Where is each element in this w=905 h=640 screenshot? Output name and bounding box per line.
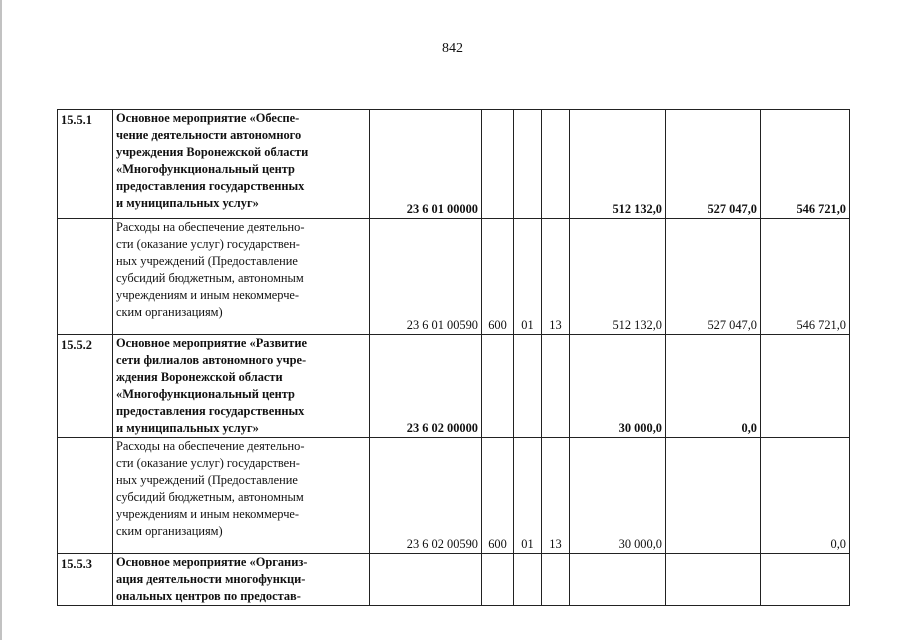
target-code-cell: 23 6 01 00590: [370, 219, 482, 335]
page-number: 842: [442, 41, 463, 56]
item-name-line: учреждениям и иным некоммерче-: [116, 507, 300, 521]
item-name-line: «Многофункциональный центр: [116, 387, 295, 401]
amount-year-3-cell: 546 721,0: [761, 219, 850, 335]
amount-year-1-cell: 512 132,0: [570, 219, 666, 335]
amount-year-2-cell: 527 047,0: [666, 219, 761, 335]
item-number-cell: [58, 438, 113, 554]
subsection-cell: 13: [542, 438, 570, 554]
target-code-cell: 23 6 01 00000: [370, 110, 482, 219]
item-name-line: ским организациям): [116, 524, 223, 538]
item-name-line: Основное мероприятие «Организ-: [116, 555, 308, 569]
section-cell: 01: [514, 438, 542, 554]
amount-year-2-cell: 0,0: [666, 335, 761, 438]
item-name-line: учреждениям и иным некоммерче-: [116, 288, 300, 302]
scan-edge: [0, 0, 2, 640]
table-body: [58, 110, 850, 606]
item-name-cell: [113, 554, 370, 606]
item-name-line: и муниципальных услуг»: [116, 196, 259, 210]
table-row: [58, 110, 850, 219]
subsection-cell: [542, 335, 570, 438]
section-cell: [514, 110, 542, 219]
amount-year-1-cell: 512 132,0: [570, 110, 666, 219]
budget-table: [57, 109, 850, 606]
item-name-line: ональных центров по предостав-: [116, 589, 301, 603]
item-name-line: Расходы на обеспечение деятельно-: [116, 220, 305, 234]
item-name-line: ных учреждений (Предоставление: [116, 473, 298, 487]
item-name-line: ским организациям): [116, 305, 223, 319]
item-number-cell: 15.5.2: [58, 335, 113, 438]
item-number-cell: [58, 219, 113, 335]
subsection-cell: [542, 554, 570, 606]
item-name-line: сти (оказание услуг) государствен-: [116, 456, 300, 470]
item-name-line: чение деятельности автономного: [116, 128, 302, 142]
item-name-line: субсидий бюджетным, автономным: [116, 271, 304, 285]
item-name-line: сети филиалов автономного учре-: [116, 353, 307, 367]
subsection-cell: 13: [542, 219, 570, 335]
subsection-cell: [542, 110, 570, 219]
item-name-line: сти (оказание услуг) государствен-: [116, 237, 300, 251]
item-name-line: и муниципальных услуг»: [116, 421, 259, 435]
item-name-cell: [113, 219, 370, 335]
item-name-line: ждения Воронежской области: [116, 370, 283, 384]
target-code-cell: [370, 554, 482, 606]
item-name-line: ных учреждений (Предоставление: [116, 254, 298, 268]
item-number-cell: 15.5.1: [58, 110, 113, 219]
target-code-cell: 23 6 02 00590: [370, 438, 482, 554]
expense-type-cell: [482, 335, 514, 438]
section-cell: [514, 554, 542, 606]
item-name-line: «Многофункциональный центр: [116, 162, 295, 176]
item-name-line: предоставления государственных: [116, 404, 305, 418]
table-row: [58, 438, 850, 554]
item-name-cell: [113, 438, 370, 554]
target-code-cell: 23 6 02 00000: [370, 335, 482, 438]
table-row: [58, 219, 850, 335]
amount-year-1-cell: 30 000,0: [570, 335, 666, 438]
expense-type-cell: 600: [482, 438, 514, 554]
expense-type-cell: [482, 554, 514, 606]
amount-year-2-cell: [666, 554, 761, 606]
item-name-line: Расходы на обеспечение деятельно-: [116, 439, 305, 453]
expense-type-cell: 600: [482, 219, 514, 335]
item-name-line: предоставления государственных: [116, 179, 305, 193]
item-name-line: учреждения Воронежской области: [116, 145, 309, 159]
amount-year-1-cell: 30 000,0: [570, 438, 666, 554]
expense-type-cell: [482, 110, 514, 219]
amount-year-3-cell: 0,0: [761, 438, 850, 554]
section-cell: 01: [514, 219, 542, 335]
item-number-cell: 15.5.3: [58, 554, 113, 606]
item-name-cell: [113, 110, 370, 219]
section-cell: [514, 335, 542, 438]
item-name-line: ация деятельности многофункци-: [116, 572, 306, 586]
table-row: [58, 554, 850, 606]
amount-year-2-cell: [666, 438, 761, 554]
amount-year-3-cell: 546 721,0: [761, 110, 850, 219]
item-name-cell: [113, 335, 370, 438]
item-name-line: субсидий бюджетным, автономным: [116, 490, 304, 504]
amount-year-3-cell: [761, 335, 850, 438]
item-name-line: Основное мероприятие «Развитие: [116, 336, 308, 350]
amount-year-3-cell: [761, 554, 850, 606]
amount-year-1-cell: [570, 554, 666, 606]
table-row: [58, 335, 850, 438]
amount-year-2-cell: 527 047,0: [666, 110, 761, 219]
item-name-line: Основное мероприятие «Обеспе-: [116, 111, 300, 125]
